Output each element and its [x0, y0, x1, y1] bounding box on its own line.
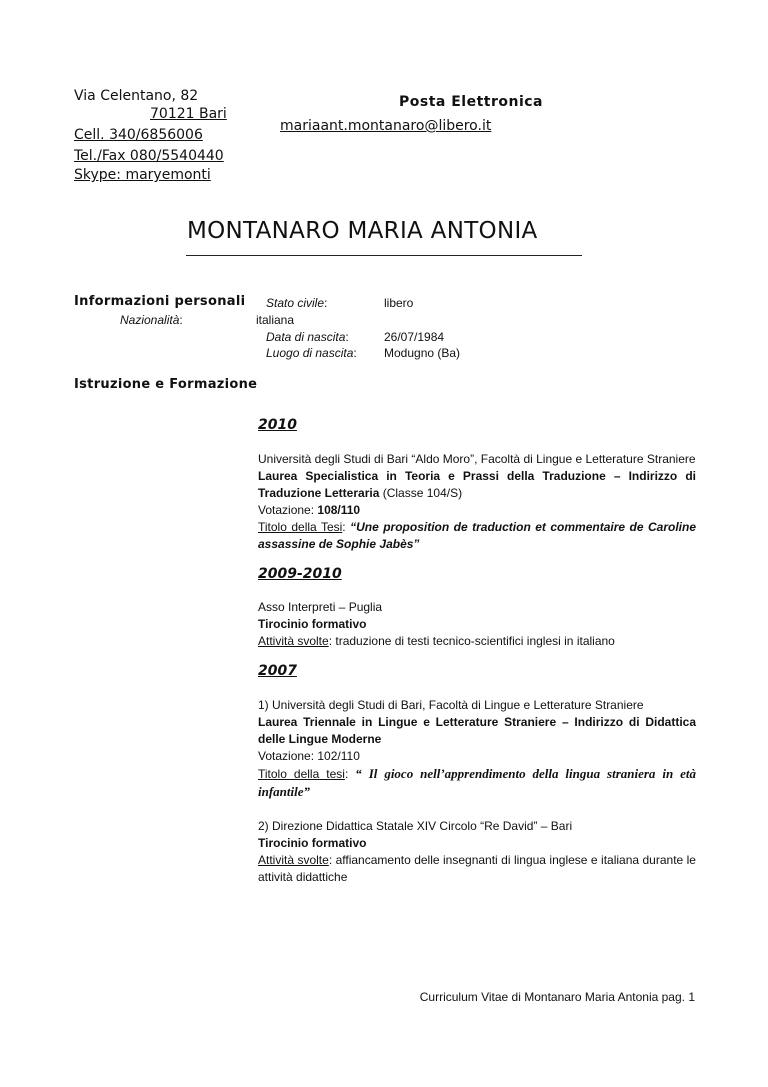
address-city: 70121 Bari — [150, 106, 227, 122]
entry-2009-activities: Attività svolte: traduzione di testi tecnico-scientifici inglesi in italiano — [258, 634, 615, 648]
email-link[interactable]: mariaant.montanaro@libero.it — [280, 118, 492, 134]
entry-2007-item1-institution: 1) Università degli Studi di Bari, Facoltà di Lingue e Letterature Straniere — [258, 698, 644, 712]
entry-2010-degree: Laurea Specialistica in Teoria e Prassi della Traduzione – Indirizzo di Traduzione Letteraria (Classe 104/S) — [258, 469, 696, 500]
nazionalita-label: Nazionalità: — [120, 313, 183, 327]
tel-fax: Tel./Fax 080/5540440 — [74, 148, 224, 164]
entry-2007-item2-title: Tirocinio formativo — [258, 836, 367, 850]
entry-2009 — [258, 599, 696, 650]
entry-2007 — [258, 697, 696, 886]
page-footer: Curriculum Vitae di Montanaro Maria Antonia pag. 1 — [419, 990, 695, 1004]
stato-civile-value: libero — [384, 296, 414, 310]
entry-2010-institution: Università degli Studi di Bari “Aldo Moro”, Facoltà di Lingue e Letterature Straniere — [258, 452, 696, 466]
entry-2007-item1-grade: Votazione: 102/110 — [258, 749, 360, 763]
email-label: Posta Elettronica — [399, 94, 544, 110]
entry-2009-title: Tirocinio formativo — [258, 617, 367, 631]
section-heading-education: Istruzione e Formazione — [74, 377, 258, 392]
title-divider — [186, 255, 582, 256]
entry-2007-item2-activities: Attività svolte: affiancamento delle insegnanti di lingua inglese e italiana durante le attività didattiche — [258, 853, 696, 884]
entry-2007-item2-institution: 2) Direzione Didattica Statale XIV Circolo “Re David” – Bari — [258, 819, 573, 833]
address-street: Via Celentano, 82 — [74, 88, 199, 104]
entry-2007-item1-degree: Laurea Triennale in Lingue e Letterature Straniere – Indirizzo di Didattica delle Lingue Moderne — [258, 715, 696, 746]
year-2007: 2007 — [258, 663, 297, 679]
entry-2010 — [258, 451, 696, 553]
nazionalita-value: italiana — [256, 313, 295, 327]
skype: Skype: maryemonti — [74, 167, 211, 183]
year-2010: 2010 — [258, 417, 297, 433]
luogo-nascita-value: Modugno (Ba) — [384, 346, 461, 360]
cell-phone: Cell. 340/6856006 — [74, 127, 203, 143]
year-2009-2010: 2009-2010 — [258, 566, 342, 582]
data-nascita-value: 26/07/1984 — [384, 330, 445, 344]
entry-2009-institution: Asso Interpreti – Puglia — [258, 600, 383, 614]
entry-2010-grade: Votazione: 108/110 — [258, 503, 361, 517]
entry-2007-item1-thesis: Titolo della tesi: “ Il gioco nell’apprendimento della lingua straniera in età infantile” — [258, 766, 696, 799]
luogo-nascita-label: Luogo di nascita: — [266, 346, 357, 360]
data-nascita-label: Data di nascita: — [266, 330, 349, 344]
section-heading-personal: Informazioni personali — [74, 294, 246, 309]
page-title: MONTANARO MARIA ANTONIA — [187, 218, 538, 244]
entry-2010-thesis: Titolo della Tesi: “Une proposition de traduction et commentaire de Caroline assassine de Sophie Jabès” — [258, 520, 697, 551]
stato-civile-label: Stato civile: — [266, 296, 328, 310]
